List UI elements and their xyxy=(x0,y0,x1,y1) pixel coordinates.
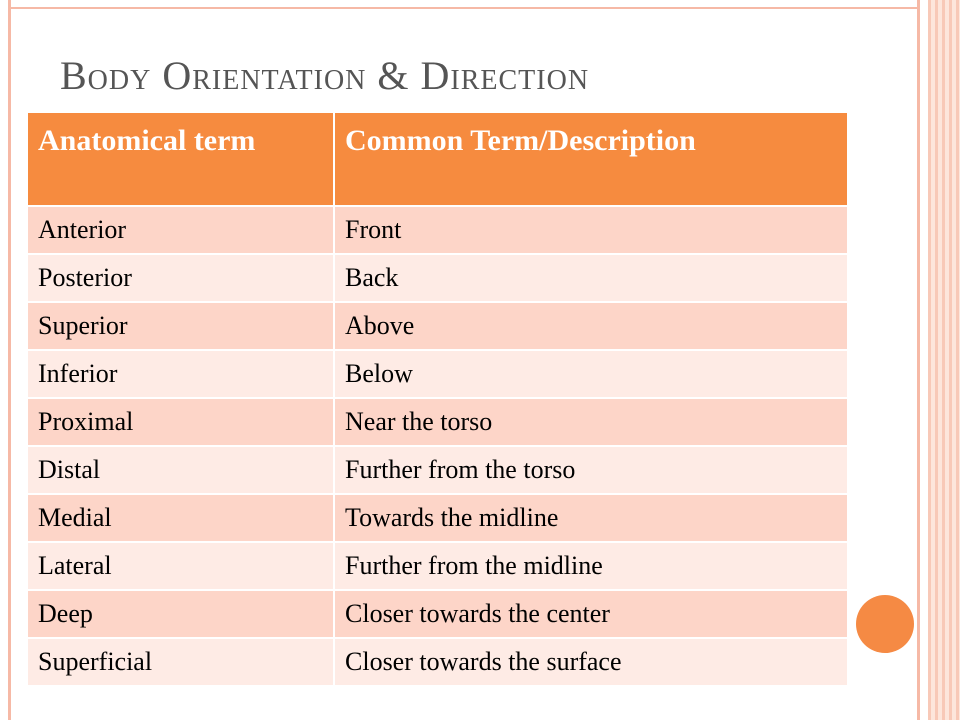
anatomical-term-cell: Distal xyxy=(27,446,334,494)
table-row xyxy=(27,398,848,446)
table-row xyxy=(27,350,848,398)
accent-circle xyxy=(856,595,914,653)
description-cell: Near the torso xyxy=(334,398,848,446)
description-cell: Front xyxy=(334,206,848,254)
table-row xyxy=(27,254,848,302)
table-row xyxy=(27,446,848,494)
table-row xyxy=(27,206,848,254)
table-row xyxy=(27,302,848,350)
anatomical-term-cell: Superficial xyxy=(27,638,334,686)
description-cell: Further from the torso xyxy=(334,446,848,494)
terms-table xyxy=(26,111,849,687)
table-row xyxy=(27,638,848,686)
anatomical-term-cell: Inferior xyxy=(27,350,334,398)
description-cell: Further from the midline xyxy=(334,542,848,590)
description-cell: Towards the midline xyxy=(334,494,848,542)
header-anatomical-term: Anatomical term xyxy=(27,112,334,206)
anatomical-term-cell: Anterior xyxy=(27,206,334,254)
description-cell: Closer towards the surface xyxy=(334,638,848,686)
anatomical-term-cell: Medial xyxy=(27,494,334,542)
anatomical-term-cell: Posterior xyxy=(27,254,334,302)
slide-title: Body Orientation & Direction xyxy=(60,53,590,98)
table-row xyxy=(27,590,848,638)
table-header-row xyxy=(27,112,848,206)
anatomical-term-cell: Superior xyxy=(27,302,334,350)
anatomical-term-cell: Deep xyxy=(27,590,334,638)
slide-decorative-band xyxy=(928,0,960,720)
slide-frame-top xyxy=(8,7,920,9)
slide-frame-right xyxy=(917,0,920,720)
anatomical-term-cell: Proximal xyxy=(27,398,334,446)
slide-frame-left xyxy=(8,0,11,720)
table-row xyxy=(27,494,848,542)
description-cell: Back xyxy=(334,254,848,302)
anatomical-term-cell: Lateral xyxy=(27,542,334,590)
description-cell: Above xyxy=(334,302,848,350)
table-row xyxy=(27,542,848,590)
description-cell: Closer towards the center xyxy=(334,590,848,638)
header-common-term: Common Term/Description xyxy=(334,112,848,206)
description-cell: Below xyxy=(334,350,848,398)
